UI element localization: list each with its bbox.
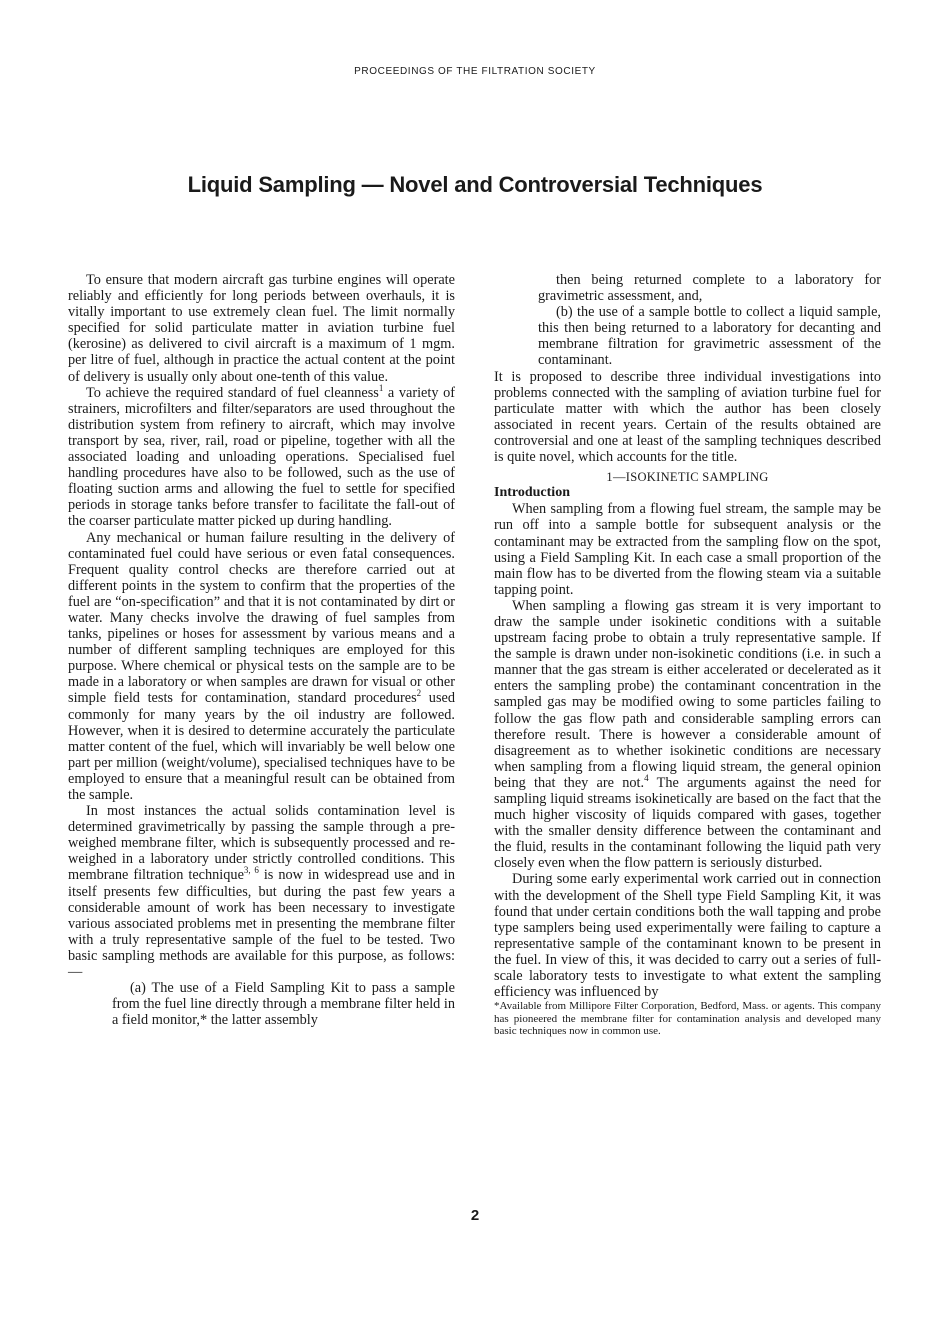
right-column: [494, 272, 881, 1037]
reference-marker: 1: [378, 382, 384, 393]
reference-marker: 3, 6: [243, 865, 259, 876]
body-paragraph: To ensure that modern aircraft gas turbine engines will operate reliably and efficiently for long periods between overhauls, it is vitally important to use extremely clean fuel. The limit normally specified for solid particulate matter in aviation turbine fuel (kerosine) as delivered to civil aircraft is a maximum of 1 mgm. per litre of fuel, although in practice the actual content at the point of delivery is usually only about one-tenth of this value.: [68, 272, 455, 385]
body-paragraph: [494, 598, 881, 872]
list-item-a: (a) The use of a Field Sampling Kit to pass a sample from the fuel line directly through a membrane filter held in a field monitor,* the latter assembly: [112, 980, 456, 1029]
paragraph-text: In most instances the actual solids contamination level is determined gravimetrically by passing the sample through a pre-weighed membrane filter, which is subsequently processed and re-weighed in a laboratory under strictly controlled conditions. This membrane filtration technique: [68, 803, 455, 884]
paragraph-text: Any mechanical or human failure resulting in the delivery of contaminated fuel could have serious or even fatal consequences. Frequent quality control checks are therefore carried out at different points in the system to confirm that the properties of the fuel are “on-specification” and that it is not contaminated by dirt or water. Many checks involve the drawing of fuel samples from tanks, pipelines or hoses for assessment by various means and a number of different sampling techniques are employed for this purpose. Where chemical or physical tests on the sample are to be made in a laboratory or when samples are drawn for visual or other simple field tests for contamination, standard procedures: [68, 529, 455, 707]
page-number: 2: [470, 1207, 480, 1224]
paragraph-text: is now in widespread use and in itself presents few difficulties, but during the past few years a considerable amount of work has been necessary to investigate various associated problems met in presenting the membrane filter with a truly representative sample of the fuel to be tested. Two basic sampling methods are available for this purpose, as follows:—: [68, 867, 455, 981]
list-item-a-continued: then being returned complete to a laboratory for gravimetric assessment, and,: [538, 272, 881, 305]
paragraph-text: To achieve the required standard of fuel cleanness: [86, 384, 379, 401]
body-paragraph: During some early experimental work carried out in connection with the development of the Shell type Field Sampling Kit, it was found that under certain conditions both the wall tapping and probe type samplers being used experimentally were failing to capture a representative sample of the contaminant known to be present in the fuel. In view of this, it was decided to carry out a series of full-scale laboratory tests to investigate to what extent the sampling efficiency was influenced by: [494, 871, 881, 1001]
footnote: *Available from Millipore Filter Corporation, Bedford, Mass. or agents. This company has pioneered the membrane filter for contamination analysis and developed many basic techniques now in common use.: [494, 1000, 881, 1037]
section-heading: 1—ISOKINETIC SAMPLING: [606, 470, 769, 485]
body-paragraph: [68, 803, 455, 980]
list-item-b: (b) the use of a sample bottle to collect a liquid sample, this then being returned to a laboratory for decanting and membrane filtration for gravimetric assessment of the contaminant.: [538, 304, 881, 369]
body-paragraph: When sampling from a flowing fuel stream, the sample may be run off into a sample bottle for subsequent analysis or the contaminant may be extracted from the sampling flow on the spot, using a Field Sampling Kit. In each case a small proportion of the main flow has to be diverted from the flowing steam via a suitable tapping point.: [494, 501, 881, 598]
left-column: [68, 272, 455, 1028]
paragraph-text: When sampling a flowing gas stream it is very important to draw the sample under isokinetic conditions with a suitable upstream facing probe to obtain a truly representative sample. If the sample is drawn under non-isokinetic conditions (i.e. in such a manner that the gas stream is either accelerated or decelerated as it enters the sampling probe) the contaminant concentration in the sampled gas may be modified owing to some particles failing to follow the gas flow path and considerable sampling errors can therefore result. There is however a considerable amount of disagreement as to whether isokinetic conditions are necessary when sampling from a flowing liquid stream, the general opinion being that they are not.: [494, 597, 881, 791]
body-paragraph: [68, 382, 455, 530]
running-head: PROCEEDINGS OF THE FILTRATION SOCIETY: [354, 66, 596, 77]
reference-marker: 4: [644, 773, 649, 784]
paragraph-text: used commonly for many years by the oil industry are followed. However, when it is desired to determine accurately the particulate matter content of the fuel, which will invariably be well below one part per million (weight/volume), specialised techniques have to be employed to ensure that a meaningful result can be obtained from the sample.: [68, 690, 456, 803]
paragraph-text: a variety of strainers, microfilters and filter/separators are used throughout the distribution system from refinery to aircraft, which may involve transport by sea, river, rail, road or pipeline, together with all the associated loading and unloading operations. Specialised fuel handling procedures have also to be followed, such as the use of floating suction arms and allowing the fuel to settle for specified periods in storage tanks before transfer to facilitate the fall-out of the coarser particulate matter picked up during handling.: [68, 384, 455, 530]
article-title: Liquid Sampling — Novel and Controversial Techniques: [187, 172, 763, 197]
reference-marker: 2: [416, 688, 422, 699]
subheading: Introduction: [494, 485, 570, 501]
body-paragraph: [68, 530, 455, 804]
paragraph-text: The arguments against the need for sampling liquid streams isokinetically are based on the fact that the much higher viscosity of liquids compared with gases, together with the smaller density difference between the contaminant and the fluid, results in the contaminant following the liquid path very closely even when the flow pattern is seriously disturbed.: [494, 774, 881, 872]
body-paragraph: It is proposed to describe three individual investigations into problems connected with the sampling of aviation turbine fuel for particulate matter with which the author has been closely associated in recent years. Certain of the results obtained are controversial and one at least of the sampling techniques described is quite novel, which accounts for the title.: [494, 368, 881, 466]
